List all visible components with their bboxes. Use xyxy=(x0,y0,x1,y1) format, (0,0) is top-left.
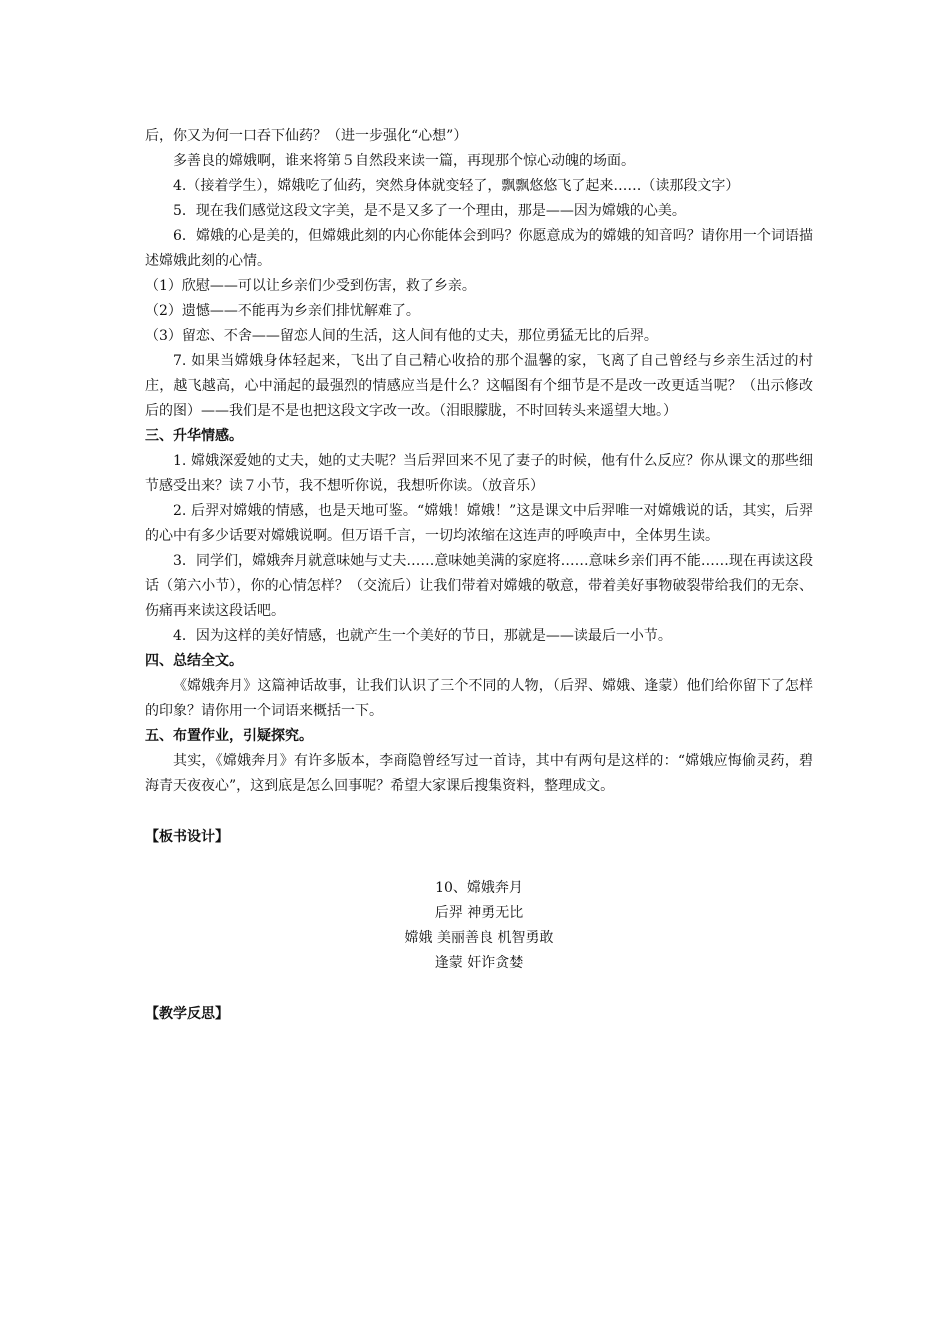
spacer xyxy=(145,850,813,876)
list-item: （2）遗憾——不能再为乡亲们排忧解难了。 xyxy=(145,303,420,319)
paragraph: 4.（接着学生），嫦娥吃了仙药，突然身体就变轻了，飘飘悠悠飞了起来……（读那段文字） xyxy=(173,178,740,194)
paragraph: 7. 如果当嫦娥身体轻起来，飞出了自己精心收拾的那个温馨的家，飞离了自己曾经与乡亲生活过的村庄，越飞越高，心中涌起的最强烈的情感应当是什么？这幅图有个细节是不是改一改更适当呢？（出示修改后的图）——我们是不是也把这段文字改一改。（泪眼朦胧，不时回转头来遥望大地。） xyxy=(145,353,813,419)
spacer xyxy=(145,799,813,825)
document-page xyxy=(145,124,813,1027)
paragraph: 3．同学们，嫦娥奔月就意味她与丈夫……意味她美满的家庭将……意味乡亲们再不能……现在再读这段话（第六小节），你的心情怎样？（交流后）让我们带着对嫦娥的敬意，带着美好事物破裂带给我们的无奈、伤痛再来读这段话吧。 xyxy=(145,553,813,619)
section-heading: 三、升华情感。 xyxy=(145,428,243,444)
board-line: 后羿 神勇无比 xyxy=(434,905,524,921)
paragraph: 5．现在我们感觉这段文字美，是不是又多了一个理由，那是——因为嫦娥的心美。 xyxy=(173,203,686,219)
paragraph: 多善良的嫦娥啊，谁来将第５自然段来读一篇，再现那个惊心动魄的场面。 xyxy=(173,153,635,169)
board-line: 逢蒙 奸诈贪婪 xyxy=(434,955,524,971)
paragraph: 其实，《嫦娥奔月》有许多版本，李商隐曾经写过一首诗，其中有两句是这样的：“嫦娥应悔偷灵药，碧海青天夜夜心”，这到底是怎么回事呢？希望大家课后搜集资料，整理成文。 xyxy=(145,753,813,794)
board-design-title: 【板书设计】 xyxy=(145,829,229,845)
board-line: 嫦娥 美丽善良 机智勇敢 xyxy=(404,930,554,946)
paragraph: 6．嫦娥的心是美的，但嫦娥此刻的内心你能体会到吗？你愿意成为的嫦娥的知音吗？请你用一个词语描述嫦娥此刻的心情。 xyxy=(145,228,813,269)
board-design xyxy=(145,876,813,976)
section-heading: 五、布置作业，引疑探究。 xyxy=(145,728,313,744)
paragraph: 后，你又为何一口吞下仙药？（进一步强化“心想”） xyxy=(145,128,468,144)
spacer xyxy=(145,976,813,1002)
list-item: （3）留恋、不舍——留恋人间的生活，这人间有他的丈夫，那位勇猛无比的后羿。 xyxy=(145,328,658,344)
paragraph: 4．因为这样的美好情感，也就产生一个美好的节日，那就是——读最后一小节。 xyxy=(173,628,672,644)
list-item: （1）欣慰——可以让乡亲们少受到伤害，救了乡亲。 xyxy=(145,278,476,294)
paragraph: 《嫦娥奔月》这篇神话故事，让我们认识了三个不同的人物，（后羿、嫦娥、逢蒙）他们给你留下了怎样的印象？请你用一个词语来概括一下。 xyxy=(145,678,813,719)
section-heading: 四、总结全文。 xyxy=(145,653,243,669)
paragraph: 1. 嫦娥深爱她的丈夫，她的丈夫呢？当后羿回来不见了妻子的时候，他有什么反应？你从课文的那些细节感受出来？读７小节，我不想听你说，我想听你读。（放音乐） xyxy=(145,453,813,494)
reflection-title: 【教学反思】 xyxy=(145,1006,229,1022)
lesson-body xyxy=(145,124,813,799)
board-line-title: 10、嫦娥奔月 xyxy=(435,880,523,896)
paragraph: 2. 后羿对嫦娥的情感，也是天地可鉴。“嫦娥！嫦娥！”这是课文中后羿唯一对嫦娥说的话，其实，后羿的心中有多少话要对嫦娥说啊。但万语千言，一切均浓缩在这连声的呼唤声中，全体男生读。 xyxy=(145,503,813,544)
